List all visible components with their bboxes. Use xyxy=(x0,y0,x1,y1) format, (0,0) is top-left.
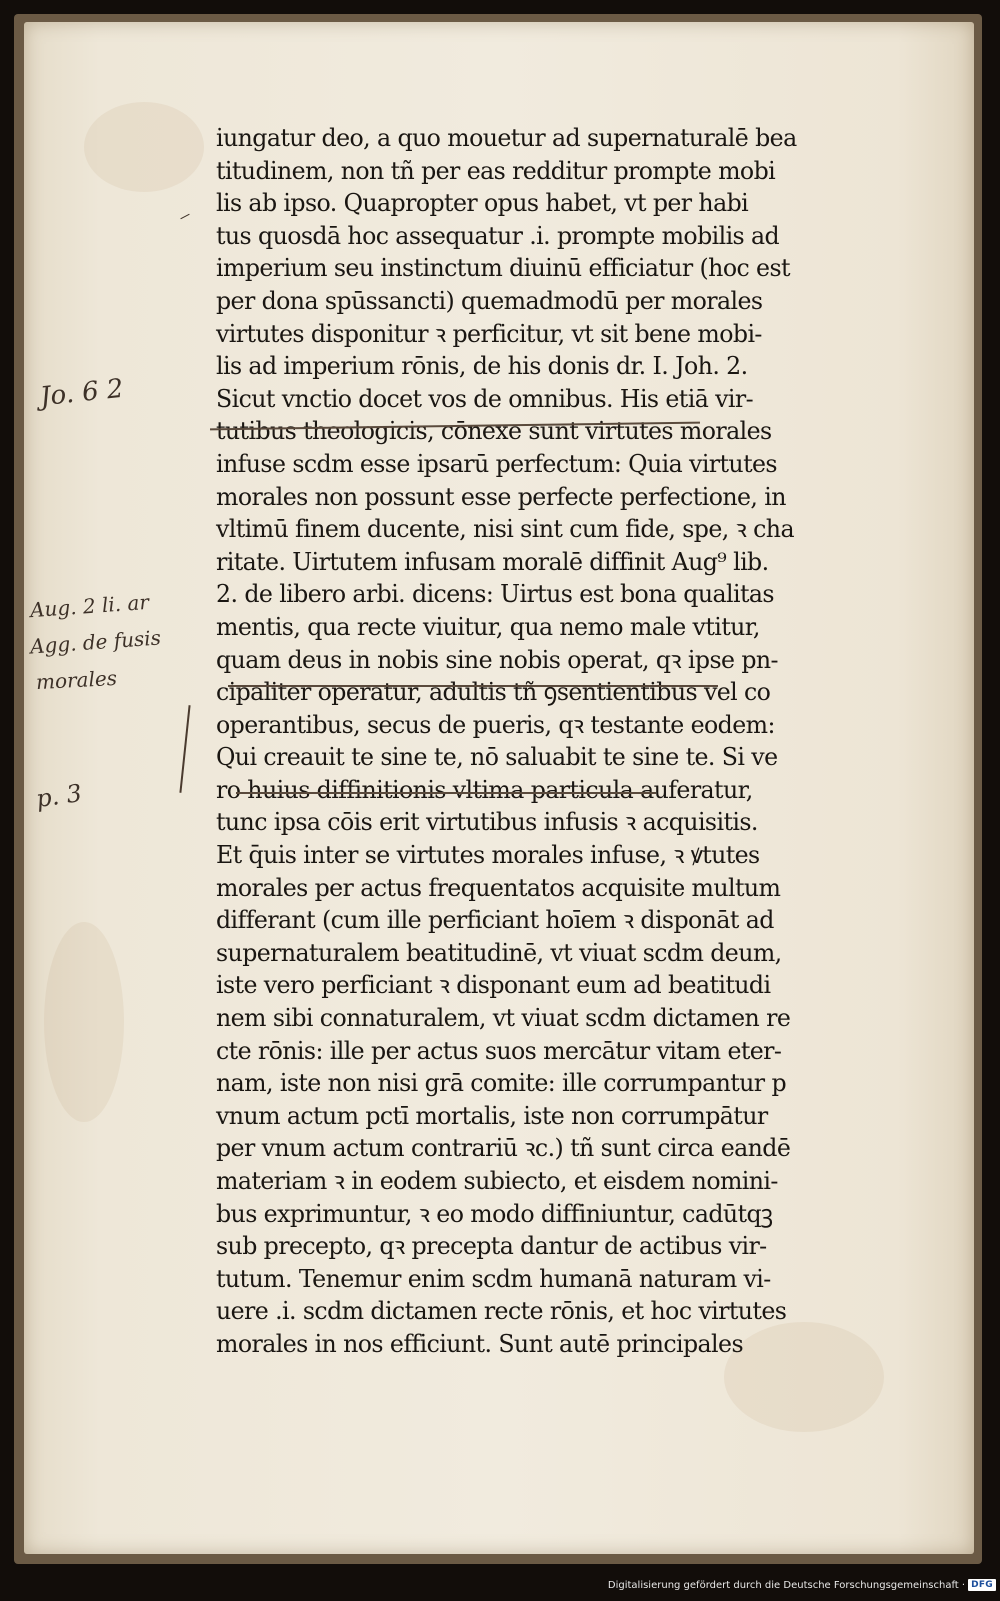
manuscript-underline xyxy=(228,685,718,687)
text-line: differant (cum ille perficiant hoīem ꝛ disponāt ad xyxy=(216,906,774,935)
text-line: mentis, qua recte viuitur, qua nemo male vtitur, xyxy=(216,612,760,641)
text-line: morales per actus frequentatos acquisite multum xyxy=(216,873,781,902)
text-line: cte rōnis: ille per actus suos mercātur vitam eter- xyxy=(216,1036,782,1065)
marginal-note: Agg. de fusis xyxy=(29,625,162,659)
text-line: morales in nos efficiunt. Sunt autē principales xyxy=(216,1329,744,1358)
text-line: tunc ipsa cōis erit virtutibus infusis ꝛ acquisitis. xyxy=(216,808,758,837)
manuscript-underline xyxy=(236,792,656,794)
text-line: tutum. Tenemur enim scdm humanā naturam vi- xyxy=(216,1264,771,1293)
text-line: Sicut vnctio docet vos de omnibus. His etiā vir- xyxy=(216,384,754,413)
text-line: sub precepto, qꝛ precepta dantur de actibus vir- xyxy=(216,1232,767,1261)
text-line: ritate. Uirtutem infusam moralē diffinit Aug⁹ lib. xyxy=(216,547,769,576)
body-text xyxy=(216,122,916,1361)
dfg-logo: DFG xyxy=(968,1579,996,1591)
text-line: 2. de libero arbi. dicens: Uirtus est bona qualitas xyxy=(216,580,774,609)
text-line: vnum actum pctī mortalis, iste non corrumpātur xyxy=(216,1101,768,1130)
marginal-note: p. 3 xyxy=(34,778,84,814)
marginal-note: Jo. 6 2 xyxy=(38,373,125,413)
text-line: nem sibi connaturalem, vt viuat scdm dictamen re xyxy=(216,1004,791,1033)
text-line: iungatur deo, a quo mouetur ad supernaturalē bea xyxy=(216,124,797,152)
text-line: supernaturalem beatitudinē, vt viuat scdm deum, xyxy=(216,938,782,967)
text-line: virtutes disponitur ꝛ perficitur, vt sit bene mobi- xyxy=(216,319,762,348)
digitization-credit xyxy=(608,1579,996,1591)
marginal-note: Aug. 2 li. ar xyxy=(29,589,150,623)
text-line: tus quosdā hoc assequatur .i. prompte mobilis ad xyxy=(216,221,780,250)
text-line: tutibus theologicis, cōnexe sunt virtutes morales xyxy=(216,417,772,446)
text-line: cipaliter operatur, adultis tñ ꝯsentientibus vel co xyxy=(216,678,771,707)
text-line: operantibus, secus de pueris, qꝛ testante eodem: xyxy=(216,710,775,739)
text-line: Et q̄uis inter se virtutes morales infuse, ꝛ ꝟtutes xyxy=(216,841,760,870)
credit-text: Digitalisierung gefördert durch die Deutsche Forschungsgemeinschaft · xyxy=(607,1579,966,1591)
text-line: iste vero perficiant ꝛ disponant eum ad beatitudi xyxy=(216,971,771,1000)
text-line: Qui creauit te sine te, nō saluabit te sine te. Si ve xyxy=(216,743,778,772)
text-line: vltimū finem ducente, nisi sint cum fide, spe, ꝛ cha xyxy=(216,515,794,544)
text-line: ro huius diffinitionis vltima particula auferatur, xyxy=(216,775,753,804)
text-line: lis ab ipso. Quapropter opus habet, vt per habi xyxy=(216,189,749,218)
text-line: uere .i. scdm dictamen recte rōnis, et hoc virtutes xyxy=(216,1297,787,1326)
text-line: bus exprimuntur, ꝛ eo modo diffiniuntur, cadūtqꝫ xyxy=(216,1199,773,1228)
text-line: titudinem, non tñ per eas redditur prompte mobi xyxy=(216,156,776,185)
text-line: materiam ꝛ in eodem subiecto, et eisdem nomini- xyxy=(216,1167,778,1195)
paper-stain xyxy=(84,102,204,192)
text-line: infuse scdm esse ipsarū perfectum: Quia virtutes xyxy=(216,449,777,478)
text-line: imperium seu instinctum diuinū efficiatur (hoc est xyxy=(216,254,790,283)
paper-stain xyxy=(44,922,124,1122)
text-line: morales non possunt esse perfecte perfectione, in xyxy=(216,482,786,511)
text-line: per dona spūssancti) quemadmodū per morales xyxy=(216,286,763,315)
marginal-note: morales xyxy=(35,665,118,695)
text-line: quam deus in nobis sine nobis operat, qꝛ ipse pn- xyxy=(216,645,778,674)
text-line: per vnum actum contrariū ꝛc.) tñ sunt circa eandē xyxy=(216,1134,791,1163)
text-line: nam, iste non nisi grā comite: ille corrumpantur p xyxy=(216,1069,787,1098)
text-line: lis ad imperium rōnis, de his donis dr. I. Joh. 2. xyxy=(216,352,748,381)
